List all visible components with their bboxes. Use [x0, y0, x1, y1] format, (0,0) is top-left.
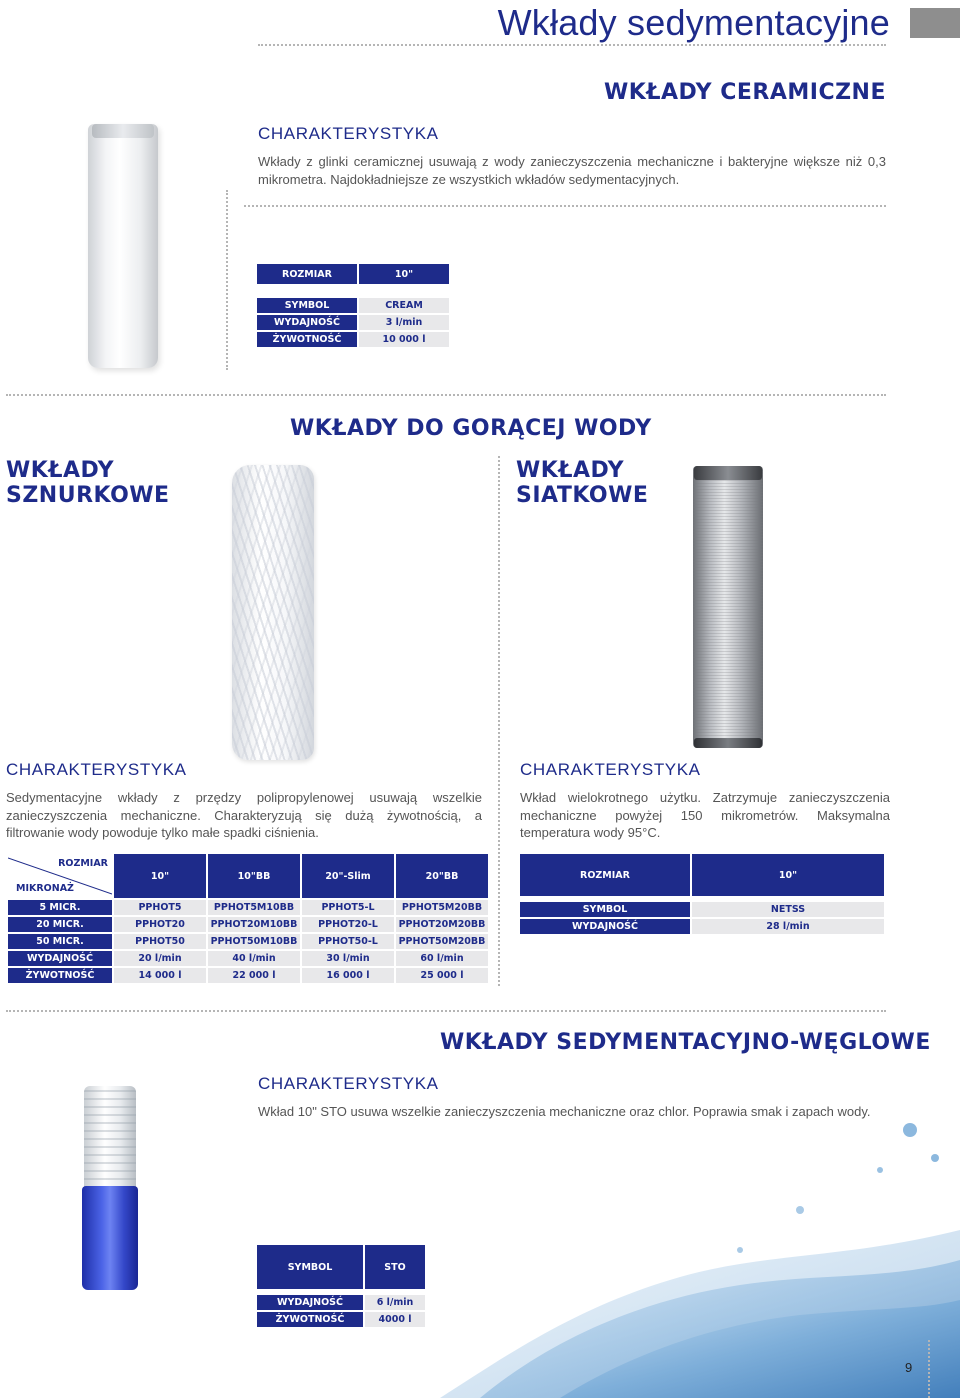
table-cell: 10": [692, 854, 884, 896]
table-row-label: ŻYWOTNOŚĆ: [257, 1312, 363, 1327]
table-cell: 22 000 l: [208, 968, 300, 983]
table-cell: 14 000 l: [114, 968, 206, 983]
table-cell: PPHOT50M10BB: [208, 934, 300, 949]
table-row-label: ROZMIAR: [257, 264, 357, 284]
corner-decoration: [910, 8, 960, 38]
table-row-label: ŻYWOTNOŚĆ: [257, 332, 357, 347]
string-characteristics-title: CHARAKTERYSTYKA: [6, 760, 187, 779]
ceramic-description: Wkłady z glinki ceramicznej usuwają z wody zanieczyszczenia mechaniczne i bakteryjne większe niż 0,3 mikrometra. Najdokładniejsze ze wszystkich wkładów sedymentacyjnych.: [258, 154, 886, 187]
table-cell: PPHOT5-L: [302, 900, 394, 915]
table-row: [257, 1312, 425, 1327]
table-cell: NETSS: [692, 902, 884, 917]
table-row: [520, 854, 884, 896]
table-row: [520, 902, 884, 917]
column-header: 10": [114, 854, 206, 898]
table-corner: [8, 854, 112, 898]
table-cell: PPHOT5M20BB: [396, 900, 488, 915]
string-heading: [6, 458, 170, 508]
table-cell: 30 l/min: [302, 951, 394, 966]
table-cell: 60 l/min: [396, 951, 488, 966]
table-row-label: 50 MICR.: [8, 934, 112, 949]
table-row-label: WYDAJNOŚĆ: [257, 1295, 363, 1310]
table-row: [8, 968, 488, 983]
ceramic-spec-table: [255, 262, 451, 349]
table-cell: PPHOT20: [114, 917, 206, 932]
table-row: [8, 900, 488, 915]
column-header: 20"-Slim: [302, 854, 394, 898]
string-heading-line2: SZNURKOWE: [6, 483, 170, 508]
table-cell: 3 l/min: [359, 315, 449, 330]
table-row: [257, 264, 449, 284]
table-row-label: SYMBOL: [520, 902, 690, 917]
section-divider: [6, 1010, 886, 1012]
table-header-row: [8, 854, 488, 898]
sto-cartridge-image: [84, 1086, 136, 1290]
section-divider: [6, 394, 886, 396]
column-header: 10"BB: [208, 854, 300, 898]
mesh-heading: [516, 458, 648, 508]
carbon-description: Wkład 10" STO usuwa wszelkie zanieczyszczenia mechaniczne oraz chlor. Poprawia smak i zapach wody.: [258, 1104, 871, 1119]
table-row: [520, 919, 884, 934]
table-cell: 10": [359, 264, 449, 284]
table-cell: 6 l/min: [365, 1295, 425, 1310]
page-title: Wkłady sedymentacyjne: [497, 2, 890, 43]
column-divider: [498, 456, 500, 986]
table-cell: PPHOT50-L: [302, 934, 394, 949]
corner-bottom-label: MIKRONAŻ: [16, 883, 74, 894]
string-spec-table: [6, 852, 490, 985]
table-cell: 40 l/min: [208, 951, 300, 966]
mesh-heading-line2: SIATKOWE: [516, 483, 649, 508]
table-row-label: 5 MICR.: [8, 900, 112, 915]
ceramic-heading: WKŁADY CERAMICZNE: [604, 80, 886, 105]
mesh-characteristics-title: CHARAKTERYSTYKA: [520, 760, 701, 779]
table-cell: 25 000 l: [396, 968, 488, 983]
corner-top-label: ROZMIAR: [58, 858, 108, 869]
table-cell: PPHOT5M10BB: [208, 900, 300, 915]
table-cell: PPHOT50: [114, 934, 206, 949]
ceramic-cartridge-image: [88, 124, 158, 368]
table-row-label: SYMBOL: [257, 1245, 363, 1289]
table-cell: 10 000 l: [359, 332, 449, 347]
table-cell: 28 l/min: [692, 919, 884, 934]
table-cell: PPHOT5: [114, 900, 206, 915]
table-cell: 4000 l: [365, 1312, 425, 1327]
hot-water-heading: WKŁADY DO GORĄCEJ WODY: [290, 416, 652, 441]
header-divider: [258, 44, 886, 46]
table-row: [257, 1295, 425, 1310]
table-row: [8, 951, 488, 966]
table-row: [8, 917, 488, 932]
table-cell: 16 000 l: [302, 968, 394, 983]
table-cell: PPHOT20-L: [302, 917, 394, 932]
table-cell: STO: [365, 1245, 425, 1289]
table-row-label: ŻYWOTNOŚĆ: [8, 968, 112, 983]
table-row-label: WYDAJNOŚĆ: [8, 951, 112, 966]
ceramic-vertical-divider: [226, 190, 228, 370]
page-number: 9: [905, 1360, 913, 1375]
mesh-heading-line1: WKŁADY: [516, 458, 625, 483]
table-cell: PPHOT20M10BB: [208, 917, 300, 932]
table-row: [8, 934, 488, 949]
string-cartridge-image: [232, 465, 314, 760]
table-row-label: 20 MICR.: [8, 917, 112, 932]
mesh-description: Wkład wielokrotnego użytku. Zatrzymuje zanieczyszczenia mechaniczne powyżej 150 mikrometrów. Maksymalna temperatura wody 95°C.: [520, 790, 890, 840]
mesh-spec-table: [518, 852, 886, 936]
carbon-characteristics-title: CHARAKTERYSTYKA: [258, 1074, 439, 1093]
footer-divider: [928, 1340, 930, 1398]
carbon-spec-table: [255, 1243, 427, 1329]
table-cell: 20 l/min: [114, 951, 206, 966]
table-cell: CREAM: [359, 298, 449, 313]
ceramic-characteristics-title: CHARAKTERYSTYKA: [258, 124, 439, 143]
table-row-label: WYDAJNOŚĆ: [257, 315, 357, 330]
table-row-label: SYMBOL: [257, 298, 357, 313]
mesh-cartridge-image: [693, 466, 763, 748]
table-row: [257, 1245, 425, 1289]
ceramic-divider: [244, 205, 886, 207]
table-cell: PPHOT20M20BB: [396, 917, 488, 932]
water-splash-image: [440, 1110, 960, 1398]
table-row-label: ROZMIAR: [520, 854, 690, 896]
table-row: [257, 298, 449, 313]
table-row: [257, 332, 449, 347]
string-heading-line1: WKŁADY: [6, 458, 115, 483]
table-row-label: WYDAJNOŚĆ: [520, 919, 690, 934]
string-description: Sedymentacyjne wkłady z przędzy polipropylenowej usuwają wszelkie zanieczyszczenia mechaniczne. Charakteryzują się dużą żywotnością, a filtrowanie wody powoduje tylko małe spadki ciśnienia.: [6, 790, 482, 840]
table-row: [257, 315, 449, 330]
column-header: 20"BB: [396, 854, 488, 898]
table-cell: PPHOT50M20BB: [396, 934, 488, 949]
carbon-heading: WKŁADY SEDYMENTACYJNO-WĘGLOWE: [440, 1030, 931, 1055]
